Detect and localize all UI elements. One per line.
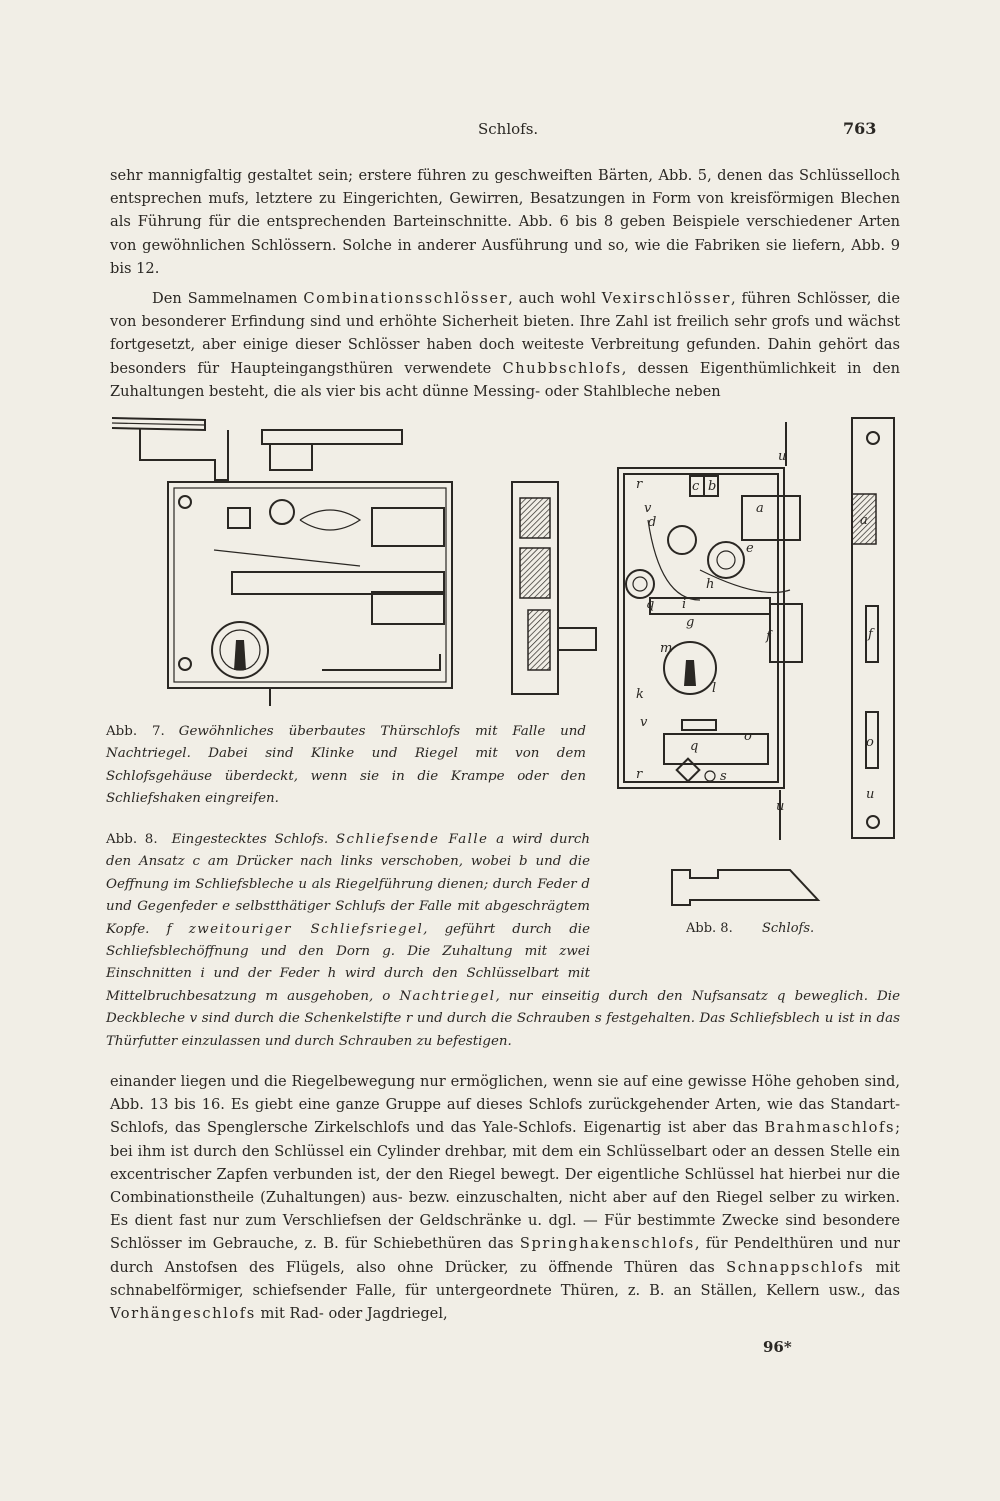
- caption-abb-8: Abb. 8. Eingestecktes Schlofs. Schliefsende Falle a wird durch den Ansatz c am Drücker nach links verschoben, wobei b und die Oeffnung im Schliefsbleche u als Riegelführung dienen; durch Feder d und Gegenfeder e selbstthätiger Schlufs der Falle mit abgeschrägtem Kopfe. f zweitouriger Schliefsriegel, geführt durch die Schliefsblechöffnung und den Dorn g. Die Zuhaltung mit zwei Einschnitten i und der Feder h wird durch den Schlüsselbart mit Mittelbruchbesatzung m ausgehoben, o Nachtriegel, nur einseitig durch den Nufsansatz q beweglich. Die Deckbleche v sind durch die Schenkelstifte r und durch die Schrauben s festgehalten. Das Schliefsblech u ist in das Thürfutter einzulassen und durch Schrauben zu befestigen.: [106, 832, 900, 1049]
- signature-mark: 96*: [763, 1338, 792, 1356]
- term-brahmaschloss: Brahmaschlofs: [764, 1119, 896, 1137]
- fig-label-o: o: [744, 729, 752, 744]
- fig-label-r2: r: [636, 767, 643, 782]
- fig-label-m: m: [660, 641, 673, 656]
- fig-label-f2: f: [868, 627, 873, 642]
- figure-8-strike-plate: [852, 418, 894, 838]
- abb8-small-label: Abb. 8.: [686, 921, 733, 936]
- fig-label-c: c: [692, 479, 700, 494]
- term-vorhaengeschloss: Vorhängeschlofs: [110, 1305, 256, 1323]
- paragraph-3: einander liegen und die Riegelbewegung nur ermöglichen, wenn sie auf eine gewisse Höhe gehoben sind, Abb. 13 bis 16. Es giebt eine ganze Gruppe auf dieses Schlofs zurückgehender Arten, wie das Standart-Schlofs, das Spenglersche Zirkelschlofs und das Yale-Schlofs. Eigenartig ist aber das Brahmaschlofs; bei ihm ist durch den Schlüssel ein Cylinder drehbar, mit dem ein Schlüsselbart oder an dessen Stelle ein excentrischer Zapfen verbunden ist, der den Riegel bewegt. Der eigentliche Schlüssel hat hierbei nur die Combinationstheile (Zuhaltungen) aus- bezw. einzuschalten, nicht aber auf den Riegel selber zu wirken. Es dient fast nur zum Verschliefsen der Geldschränke u. dgl. — Für bestimmte Zwecke sind besondere Schlösser im Gebrauche, z. B. für Schiebethüren das Springhakenschlofs, für Pendelthüren und nur durch Anstofsen des Flügels, also ohne Drücker, zu öffnende Thüren das Schnappschlofs mit schnabelförmiger, schiefsender Falle, für untergeordnete Thüren, z. B. an Ställen, Kellern usw., das Vorhängeschlofs mit Rad- oder Jagdriegel,: [110, 1073, 901, 1323]
- fig-label-i: i: [682, 597, 687, 612]
- term-combinationsschloesser: Combinationsschlösser: [303, 290, 509, 307]
- term-chubbschloss: Chubbschlofs: [502, 359, 622, 377]
- fig-label-l: l: [712, 681, 717, 696]
- term-schnappschloss: Schnappschlofs: [726, 1258, 865, 1276]
- caption-abb-7: Abb. 7. Gewöhnliches überbautes Thürschlofs mit Falle und Nachtriegel. Dabei sind Klinke und Riegel mit von dem Schlofsgehäuse überdeckt, wenn sie in die Krampe oder den Schliefshaken eingreifen.: [106, 724, 586, 807]
- fig-label-q: q: [646, 597, 655, 612]
- fig-label-e: e: [746, 541, 754, 556]
- fig-label-k: k: [636, 687, 644, 702]
- caption-7-label: Abb. 7.: [106, 724, 165, 739]
- figure-7-side-view: [512, 482, 596, 694]
- abb8-small-title: Schlofs.: [762, 921, 815, 936]
- page-number: 763: [843, 119, 877, 138]
- fig-label-s: s: [720, 769, 727, 784]
- figure-7-lock: [112, 418, 452, 706]
- fig-label-u2: u: [776, 799, 785, 814]
- fig-label-v2: v: [640, 715, 648, 730]
- fig-label-a: a: [756, 501, 764, 516]
- paragraph-2: Den Sammelnamen Combinationsschlösser, auch wohl Vexirschlösser, führen Schlösser, die von besonderer Erfindung sind und erhöhte Sicherheit bieten. Ihre Zahl ist freilich sehr grofs und wächst fortgesetzt, aber einige dieser Schlösser haben doch weiteste Verbreitung gefunden. Dahin gehört das besonders für Haupteingangsthüren verwendete Chubbschlofs, dessen Eigenthümlichkeit in den Zuhaltungen besteht, die als vier bis acht dünne Messing- oder Stahlbleche neben: [110, 290, 900, 400]
- fig-label-v: v: [644, 501, 652, 516]
- caption-8-label: Abb. 8.: [106, 832, 158, 847]
- fig-label-b: b: [708, 479, 717, 494]
- fig-label-a2: a: [860, 513, 868, 528]
- fig-label-u3: u: [866, 787, 875, 802]
- fig-label-q2: q: [690, 739, 699, 754]
- term-vexirschloesser: Vexirschlösser: [601, 290, 731, 307]
- term-springhakenschloss: Springhakenschlofs: [519, 1235, 695, 1253]
- fig-label-r: r: [636, 477, 643, 492]
- fig-label-d: d: [648, 515, 657, 530]
- fig-label-o2: o: [866, 735, 874, 750]
- running-head: Schlofs.: [478, 120, 539, 138]
- fig-label-u: u: [778, 449, 787, 464]
- fig-label-f: f: [766, 629, 771, 644]
- paragraph-1: sehr mannigfaltig gestaltet sein; erstere führen zu geschweiften Bärten, Abb. 5, denen das Schlüsselloch entsprechen mufs, letztere zu Eingerichten, Gewirren, Besatzungen in Form von kreisförmigen Blechen als Führung für die entsprechenden Barteinschnitte. Abb. 6 bis 8 geben Beispiele verschiedener Arten von gewöhnlichen Schlössern. Solche in anderer Ausführung und so, wie die Fabriken sie liefern, Abb. 9 bis 12.: [110, 167, 900, 277]
- fig-label-g: g: [686, 615, 695, 630]
- fig-label-h: h: [706, 577, 715, 592]
